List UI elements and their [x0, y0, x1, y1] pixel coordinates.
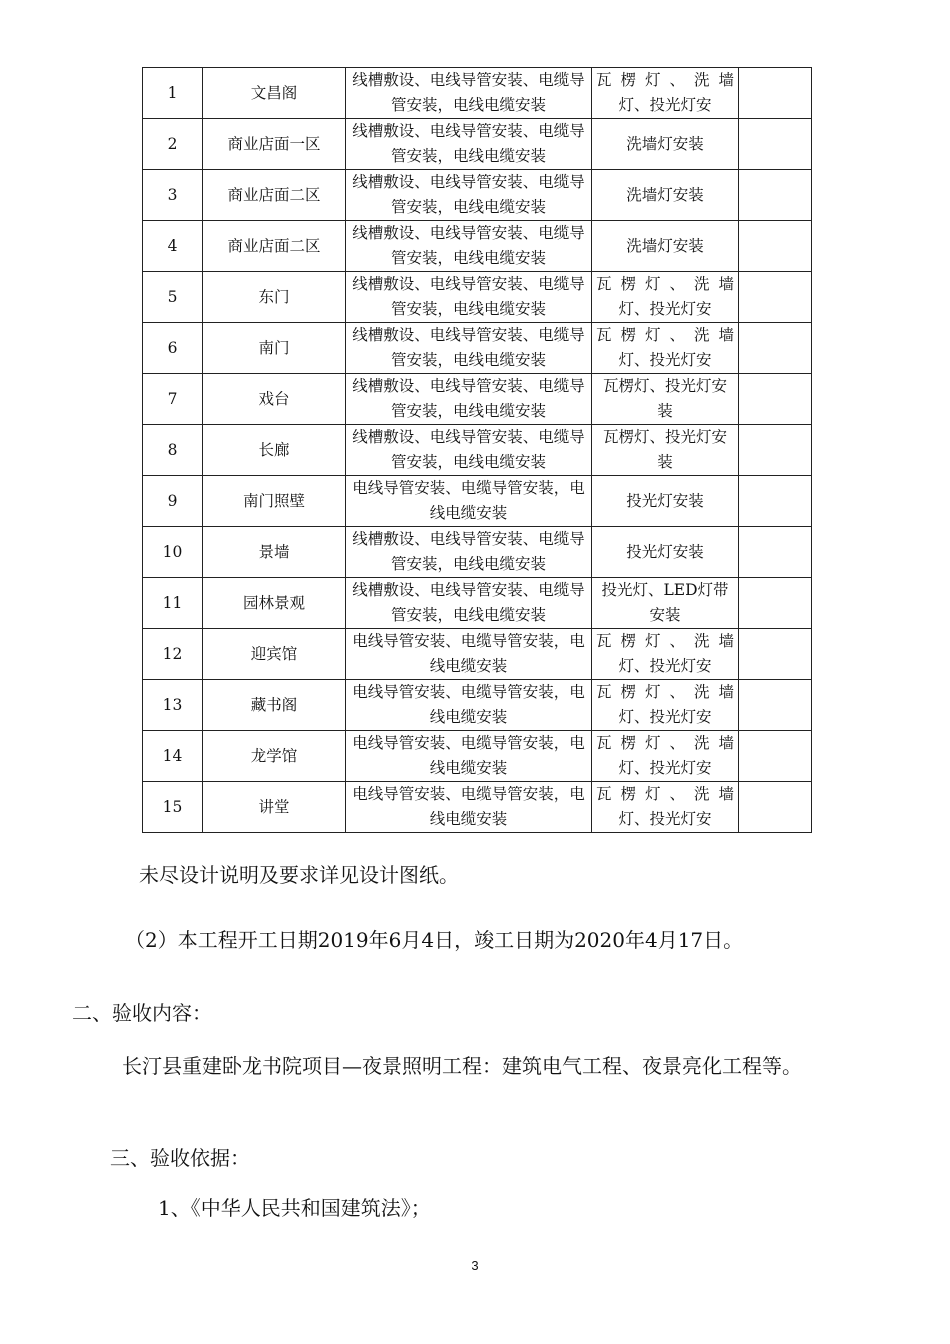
- remark-cell: [739, 782, 812, 833]
- table-row: [143, 578, 812, 629]
- table-row: [143, 323, 812, 374]
- remark-cell: [739, 170, 812, 221]
- lighting-works-table: [142, 67, 812, 833]
- row-number-cell: 12: [143, 629, 203, 680]
- row-number-cell: 5: [143, 272, 203, 323]
- work-content-cell: 线槽敷设、电线导管安装、电缆导管安装，电线电缆安装: [346, 425, 592, 476]
- table-row: [143, 425, 812, 476]
- fixture-cell: 洗墙灯安装: [592, 170, 739, 221]
- remark-cell: [739, 272, 812, 323]
- table-row: [143, 476, 812, 527]
- location-name-cell: 迎宾馆: [203, 629, 346, 680]
- table-row: [143, 170, 812, 221]
- row-number-cell: 1: [143, 68, 203, 119]
- remark-cell: [739, 578, 812, 629]
- row-number-cell: 4: [143, 221, 203, 272]
- remark-cell: [739, 527, 812, 578]
- fixture-cell: 投光灯安装: [592, 476, 739, 527]
- work-content-cell: 电线导管安装、电缆导管安装，电线电缆安装: [346, 731, 592, 782]
- location-name-cell: 藏书阁: [203, 680, 346, 731]
- table-row: [143, 629, 812, 680]
- table-row: [143, 731, 812, 782]
- location-name-cell: 商业店面二区: [203, 221, 346, 272]
- fixture-cell: 瓦 楞 灯 、 洗 墙 灯、投光灯安: [592, 68, 739, 119]
- fixture-cell: 瓦楞灯、投光灯安装: [592, 374, 739, 425]
- row-number-cell: 2: [143, 119, 203, 170]
- table-row: [143, 782, 812, 833]
- work-content-cell: 线槽敷设、电线导管安装、电缆导管安装，电线电缆安装: [346, 221, 592, 272]
- table-body: [143, 68, 812, 833]
- basis-item-1: 1、《中华人民共和国建筑法》；: [158, 1196, 431, 1220]
- table-row: [143, 680, 812, 731]
- location-name-cell: 商业店面二区: [203, 170, 346, 221]
- section-2-heading: 二、验收内容：: [72, 1001, 212, 1025]
- location-name-cell: 商业店面一区: [203, 119, 346, 170]
- row-number-cell: 9: [143, 476, 203, 527]
- fixture-cell: 投光灯、LED灯带安装: [592, 578, 739, 629]
- location-name-cell: 长廊: [203, 425, 346, 476]
- table-row: [143, 374, 812, 425]
- row-number-cell: 6: [143, 323, 203, 374]
- fixture-cell: 瓦楞灯、投光灯安装: [592, 425, 739, 476]
- fixture-cell: 瓦 楞 灯 、 洗 墙 灯、投光灯安: [592, 731, 739, 782]
- table-row: [143, 119, 812, 170]
- fixture-cell: 瓦 楞 灯 、 洗 墙 灯、投光灯安: [592, 272, 739, 323]
- fixture-cell: 瓦 楞 灯 、 洗 墙 灯、投光灯安: [592, 323, 739, 374]
- row-number-cell: 15: [143, 782, 203, 833]
- work-content-cell: 线槽敷设、电线导管安装、电缆导管安装，电线电缆安装: [346, 119, 592, 170]
- fixture-cell: 洗墙灯安装: [592, 119, 739, 170]
- row-number-cell: 11: [143, 578, 203, 629]
- work-content-cell: 电线导管安装、电缆导管安装，电线电缆安装: [346, 782, 592, 833]
- fixture-cell: 投光灯安装: [592, 527, 739, 578]
- fixture-cell: 瓦 楞 灯 、 洗 墙 灯、投光灯安: [592, 629, 739, 680]
- location-name-cell: 南门: [203, 323, 346, 374]
- work-content-cell: 线槽敷设、电线导管安装、电缆导管安装，电线电缆安装: [346, 323, 592, 374]
- work-content-cell: 线槽敷设、电线导管安装、电缆导管安装，电线电缆安装: [346, 374, 592, 425]
- remark-cell: [739, 476, 812, 527]
- location-name-cell: 文昌阁: [203, 68, 346, 119]
- row-number-cell: 13: [143, 680, 203, 731]
- remark-cell: [739, 731, 812, 782]
- location-name-cell: 龙学馆: [203, 731, 346, 782]
- fixture-cell: 洗墙灯安装: [592, 221, 739, 272]
- row-number-cell: 14: [143, 731, 203, 782]
- remark-cell: [739, 629, 812, 680]
- section-3-heading: 三、验收依据：: [110, 1146, 250, 1170]
- row-number-cell: 10: [143, 527, 203, 578]
- row-number-cell: 7: [143, 374, 203, 425]
- location-name-cell: 东门: [203, 272, 346, 323]
- remark-cell: [739, 119, 812, 170]
- work-content-cell: 电线导管安装、电缆导管安装，电线电缆安装: [346, 680, 592, 731]
- row-number-cell: 8: [143, 425, 203, 476]
- remark-cell: [739, 680, 812, 731]
- work-content-cell: 电线导管安装、电缆导管安装，电线电缆安装: [346, 476, 592, 527]
- location-name-cell: 戏台: [203, 374, 346, 425]
- work-content-cell: 线槽敷设、电线导管安装、电缆导管安装，电线电缆安装: [346, 578, 592, 629]
- fixture-cell: 瓦 楞 灯 、 洗 墙 灯、投光灯安: [592, 782, 739, 833]
- table-row: [143, 68, 812, 119]
- work-content-cell: 线槽敷设、电线导管安装、电缆导管安装，电线电缆安装: [346, 170, 592, 221]
- work-content-cell: 线槽敷设、电线导管安装、电缆导管安装，电线电缆安装: [346, 68, 592, 119]
- remark-cell: [739, 425, 812, 476]
- design-note: 未尽设计说明及要求详见设计图纸。: [139, 863, 459, 887]
- table-row: [143, 272, 812, 323]
- location-name-cell: 景墙: [203, 527, 346, 578]
- remark-cell: [739, 221, 812, 272]
- work-content-cell: 线槽敷设、电线导管安装、电缆导管安装，电线电缆安装: [346, 527, 592, 578]
- schedule-dates: （2）本工程开工日期2019年6月4日，竣工日期为2020年4月17日。: [125, 928, 744, 952]
- fixture-cell: 瓦 楞 灯 、 洗 墙 灯、投光灯安: [592, 680, 739, 731]
- work-content-cell: 电线导管安装、电缆导管安装，电线电缆安装: [346, 629, 592, 680]
- location-name-cell: 讲堂: [203, 782, 346, 833]
- table-row: [143, 221, 812, 272]
- remark-cell: [739, 68, 812, 119]
- page-number: 3: [471, 1258, 479, 1273]
- location-name-cell: 园林景观: [203, 578, 346, 629]
- location-name-cell: 南门照壁: [203, 476, 346, 527]
- table-row: [143, 527, 812, 578]
- remark-cell: [739, 374, 812, 425]
- section-2-body: 长汀县重建卧龙书院项目—夜景照明工程：建筑电气工程、夜景亮化工程等。: [122, 1054, 802, 1078]
- work-content-cell: 线槽敷设、电线导管安装、电缆导管安装，电线电缆安装: [346, 272, 592, 323]
- row-number-cell: 3: [143, 170, 203, 221]
- remark-cell: [739, 323, 812, 374]
